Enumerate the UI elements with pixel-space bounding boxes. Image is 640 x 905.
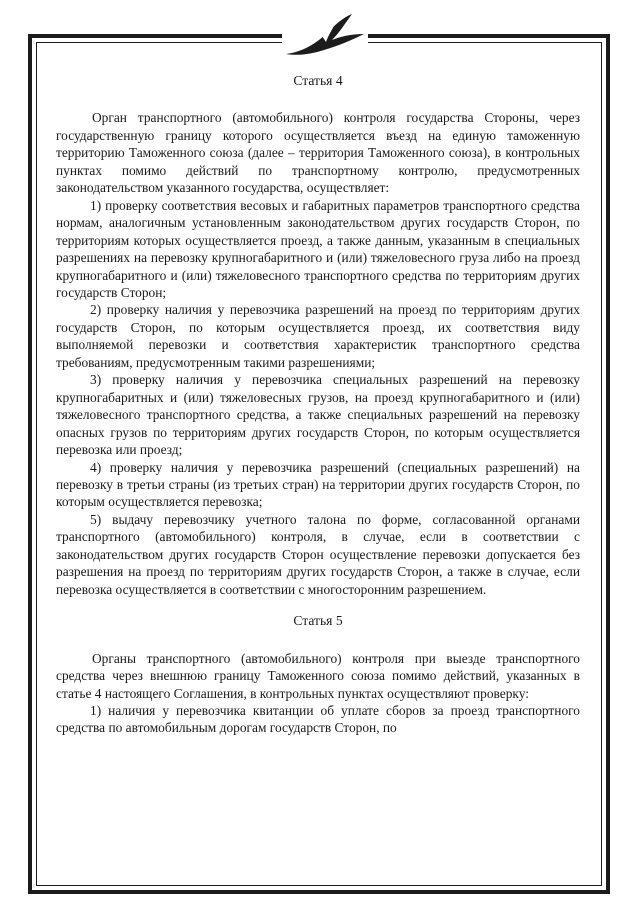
document-body xyxy=(56,72,580,737)
article-4-item-2: 2) проверку наличия у перевозчика разрешений на проезд по территориям других государств Сторон, по которым осуществляется проезд, их соответствия виду выполняемой перевозки и соответствия характеристик транспортного средства требованиям, предусмотренным такими разрешениями; xyxy=(56,302,580,370)
article-5-intro: Органы транспортного (автомобильного) контроля при выезде транспортного средства через внешнюю границу Таможенного союза помимо действий, указанных в статье 4 настоящего Соглашения, в контрольных пунктах осуществляют проверку: xyxy=(56,650,580,701)
article-4-intro: Орган транспортного (автомобильного) контроля государства Стороны, через государственную границу которого осуществляется въезд на единую таможенную территорию Таможенного союза (далее – территория Таможенного союза), в контрольных пунктах помимо действий по транспортному контролю, предусмотренных законодательством указанного государства, осуществляет: xyxy=(56,110,580,196)
article-5-item-1: 1) наличия у перевозчика квитанции об уплате сборов за проезд транспортного средства по автомобильным дорогам государств Сторон, по xyxy=(56,702,580,736)
article-4-item-3: 3) проверку наличия у перевозчика специальных разрешений на перевозку крупногабаритных и (или) тяжеловесных грузов, на проезд крупногабаритного и (или) тяжеловесного транспортного средства, а также специальных разрешений на перевозку опасных грузов по территориям других государств Сторон, по которым осуществляется перевозка или проезд; xyxy=(56,372,580,458)
article-4-item-4: 4) проверку наличия у перевозчика разрешений (специальных разрешений) на перевозку в третьи страны (из третьих стран) на территории других государств Сторон, по которым осуществляется перевозка; xyxy=(56,459,580,510)
article-4-heading: Статья 4 xyxy=(293,73,343,88)
article-4-item-1: 1) проверку соответствия весовых и габаритных параметров транспортного средства нормам, аналогичным установленным законодательством других государств Сторон, по территориям которых осуществляется проезд, а также данным, указанным в специальных разрешениях на перевозку крупногабаритного и (или) тяжеловесного груза либо на проезд крупногабаритного и (или) тяжеловесного транспортного средства по территориям других государств Сторон; xyxy=(56,197,580,300)
emblem-logo-icon xyxy=(282,10,368,66)
article-4-item-5: 5) выдачу перевозчику учетного талона по форме, согласованной органами транспортного (автомобильного) контроля, в случае, если в соответствии с законодательством других государств Сторон осуществление перевозки допускается без разрешения на проезд по территориям других государств Сторон, а также в случае, если перевозка осуществляется в соответствии с многосторонним разрешением. xyxy=(56,511,580,597)
article-5-heading: Статья 5 xyxy=(293,613,343,629)
